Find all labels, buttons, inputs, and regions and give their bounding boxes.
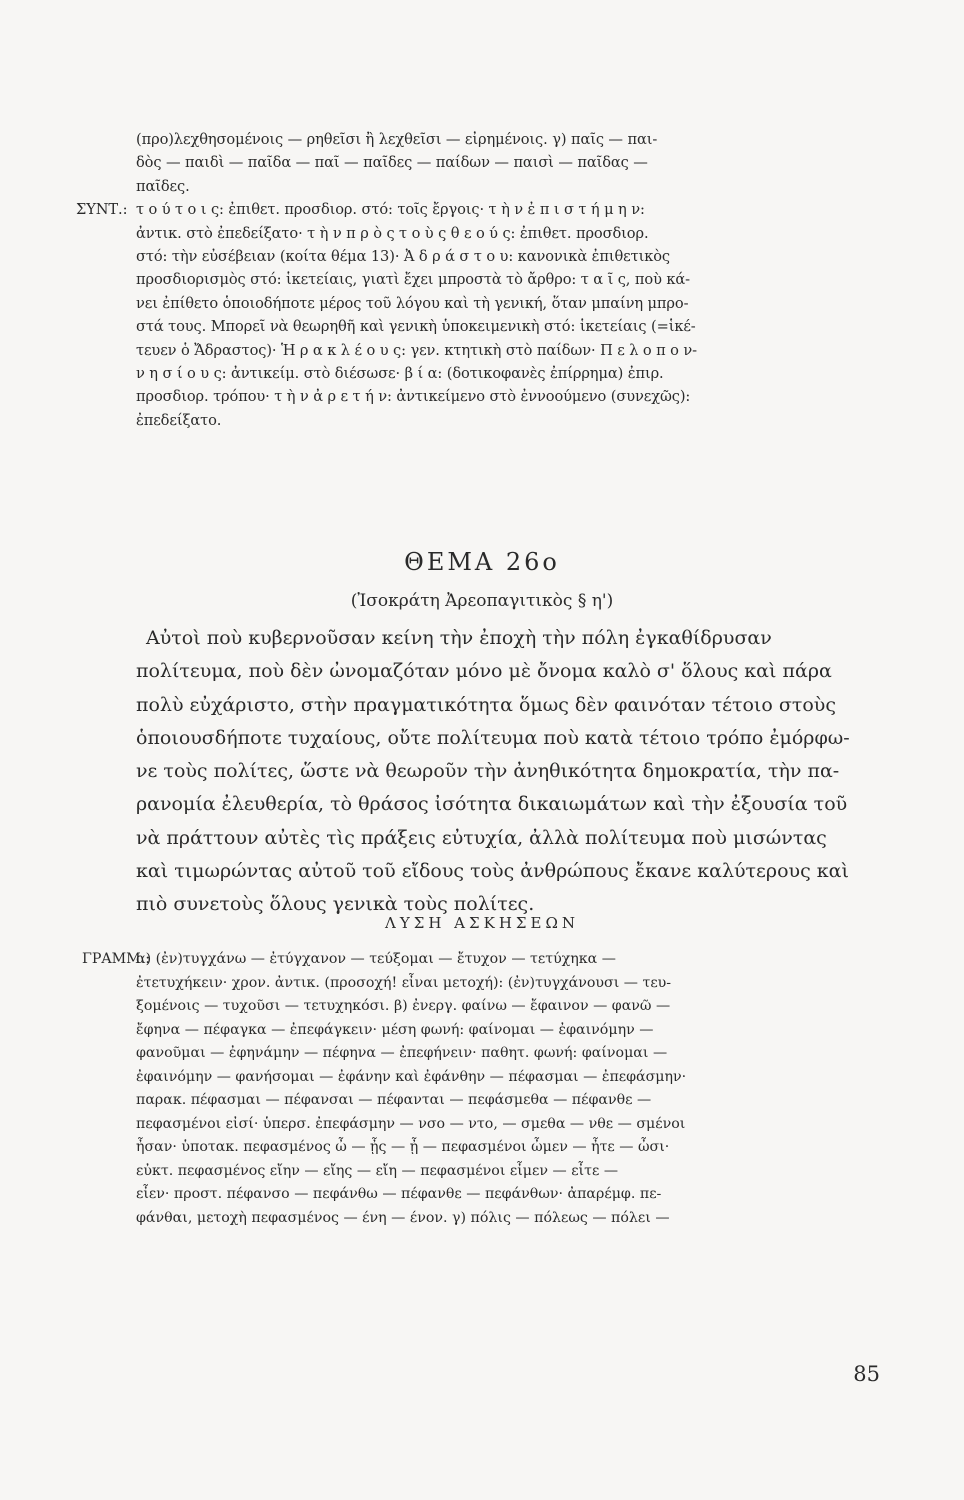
note-line: ἦσαν· ὑποτακ. πεφασμένος ὦ — ᾖς — ᾖ — πεφασμένοι ὦμεν — ἦτε — ὦσι· [136,1139,670,1155]
note-line: (προ)λεχθησομένοις — ρηθεῖσι ἢ λεχθεῖσι — εἰρημένοις. γ) παῖς — παι- [136,131,658,148]
note-line: στό: τὴν εὐσέβειαν (κοίτα θέμα 13)· Ἀ δ ρ ά σ τ ο υ: κανονικὰ ἐπιθετικὸς [136,248,670,266]
note-line: παρακ. πέφασμαι — πέφανσαι — πέφανται — πεφάσμεθα — πέφανθε — [136,1092,652,1108]
text-line: πιὸ συνετοὺς ὅλους γενικὰ τοὺς πολίτες. [136,893,535,916]
text-line: πολίτευμα, ποὺ δὲν ὠνομαζόταν μόνο μὲ ὄνομα καλὸ σ' ὅλους καὶ πάρα [136,660,832,683]
grammar-notes-top [76,128,880,432]
note-line: δὸς — παιδὶ — παῖδα — παῖ — παῖδες — παίδων — παισὶ — παῖδας — [136,154,648,172]
syntax-label: ΣΥΝΤ.: [76,201,128,219]
text-line: Αὐτοὶ ποὺ κυβερνοῦσαν κείνη τὴν ἐποχὴ τὴν πόλη ἐγκαθίδρυσαν [146,627,772,649]
text-line: καὶ τιμωρώντας αὐτοῦ τοῦ εἴδους τοὺς ἀνθρώπους ἔκανε καλύτερους καὶ [136,860,849,883]
theme-title: ΘΕΜΑ 26ο [404,548,560,576]
note-line: α) (ἐν)τυγχάνω — ἐτύγχανον — τεύξομαι — ἔτυχον — τετύχηκα — [136,951,616,967]
note-line: εἶεν· προστ. πέφανσο — πεφάνθω — πέφανθε — πεφάνθων· ἀπαρέμφ. πε- [136,1186,662,1202]
note-line: φανοῦμαι — ἐφηνάμην — πέφηνα — ἐπεφήνειν· παθητ. φωνή: φαίνομαι — [136,1045,668,1061]
text-line: νὰ πράττουν αὐτὲς τὶς πράξεις εὐτυχία, ἀλλὰ πολίτευμα ποὺ μισώντας [136,826,827,849]
grammar-notes-bottom [82,948,880,1230]
note-line: φάνθαι, μετοχὴ πεφασμένος — ένη — ένον. γ) πόλις — πόλεως — πόλει — [136,1209,670,1226]
note-line: παῖδες. [136,177,190,195]
note-line: ξομένοις — τυχοῦσι — τετυχηκόσι. β) ἐνεργ. φαίνω — ἔφαινον — φανῶ — [136,998,671,1014]
syntax-note-line [76,198,880,221]
grammar-note-line [82,948,880,972]
translation-text [136,622,880,922]
note-line: ἐτετυχήκειν· χρον. ἀντικ. (προσοχή! εἶναι μετοχή): (ἐν)τυγχάνουσι — τευ- [136,974,672,991]
text-line: ὁποιουσδήποτε τυχαίους, οὔτε πολίτευμα ποὺ κατὰ τέτοιο τρόπο ἐμόρφω- [136,726,850,749]
note-line: ἀντικ. στὸ ἐπεδείξατο· τ ὴ ν π ρ ὸ ς τ ο ὺ ς θ ε ο ύ ς: ἐπιθετ. προσδιορ. [136,224,649,242]
page-number: 85 [853,1362,880,1386]
text-line: ρανομία ἐλευθερία, τὸ θράσος ἰσότητα δικαιωμάτων καὶ τὴν ἐξουσία τοῦ [136,793,848,816]
note-line: νει ἐπίθετο ὁποιοδήποτε μέρος τοῦ λόγου καὶ τὴ γενική, ὅταν μπαίνη μπρο- [136,294,689,312]
note-line: στά τους. Μπορεῖ νὰ θεωρηθῆ καὶ γενικὴ ὑποκειμενικὴ στό: ἱκετείαις (=ἱκέ- [136,318,696,336]
section-title: ΛΥΣΗ ΑΣΚΗΣΕΩΝ [384,914,580,932]
note-line: προσδιορ. τρόπου· τ ὴ ν ἀ ρ ε τ ή ν: ἀντικείμενο στὸ ἐννοούμενο (συνεχῶς): [136,388,691,406]
note-line: τ ο ύ τ ο ι ς: ἐπιθετ. προσδιορ. στό: τοῖς ἔργοις· τ ὴ ν ἐ π ι σ τ ή μ η ν: [136,201,645,219]
note-line: ἐπεδείξατο. [136,411,222,429]
note-line: πεφασμένοι εἰσί· ὑπερσ. ἐπεφάσμην — νσο — ντο, — σμεθα — νθε — σμένοι [136,1115,686,1132]
note-line: τευεν ὁ Ἄδραστος)· Ἡ ρ α κ λ έ ο υ ς: γεν. κτητικὴ στὸ παίδων· Π ε λ ο π ο ν- [136,341,698,359]
note-line: ν η σ ί ο υ ς: ἀντικείμ. στὸ διέσωσε· β ί α: (δοτικοφανὲς ἐπίρρημα) ἐπιρ. [136,365,664,383]
note-line: εὐκτ. πεφασμένος εἴην — εἴης — εἴη — πεφασμένοι εἶμεν — εἶτε — [136,1162,619,1179]
note-line: ἔφηνα — πέφαγκα — ἐπεφάγκειν· μέση φωνή: φαίνομαι — ἐφαινόμην — [136,1021,654,1038]
theme-subtitle: (Ἰσοκράτη Ἀρεοπαγιτικὸς § η') [350,591,614,611]
note-line: ἐφαινόμην — φανήσομαι — ἐφάνην καὶ ἐφάνθην — πέφασμαι — ἐπεφάσμην· [136,1068,687,1085]
text-line: νε τοὺς πολίτες, ὥστε νὰ θεωροῦν τὴν ἀνηθικότητα δημοκρατία, τὴν πα- [136,760,840,783]
note-line: προσδιορισμὸς στό: ἱκετείαις, γιατὶ ἔχει μπροστὰ τὸ ἄρθρο: τ α ῖ ς, ποὺ κά- [136,271,690,289]
text-line: πολὺ εὐχάριστο, στὴν πραγματικότητα ὅμως δὲν φαινόταν τέτοιο στοὺς [136,693,836,716]
grammar-label: ΓΡΑΜΜ.: [82,951,150,967]
